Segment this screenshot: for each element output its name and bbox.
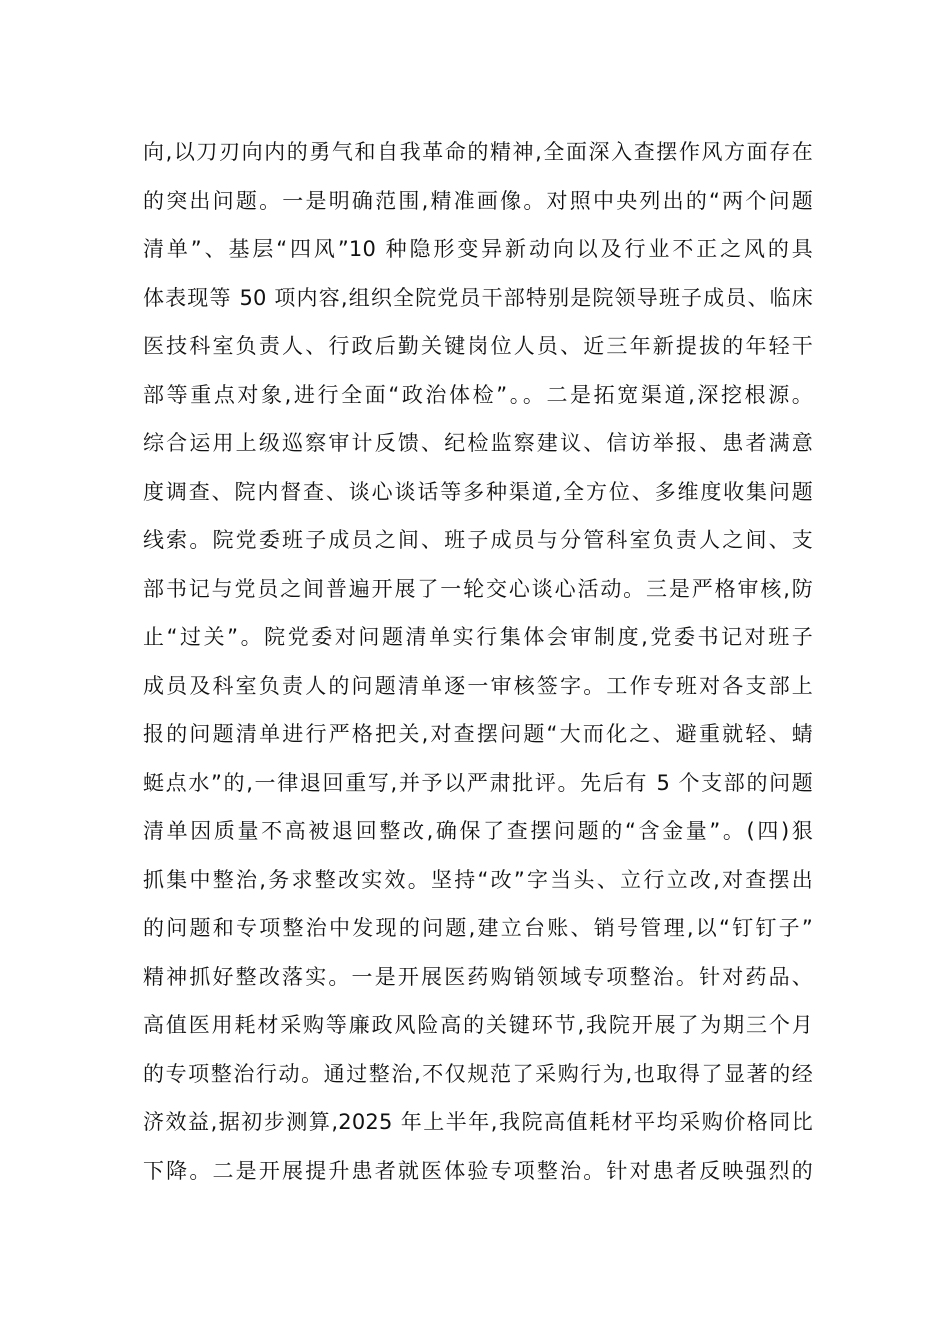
text-line: 线索。院党委班子成员之间、班子成员与分管科室负责人之间、支: [143, 528, 813, 552]
text-line: 部等重点对象,进行全面“政治体检”。。二是拓宽渠道,深挖根源。: [143, 382, 813, 407]
text-line: 向,以刀刃向内的勇气和自我革命的精神,全面深入查摆作风方面存在: [143, 140, 813, 164]
text-line: 蜓点水”的,一律退回重写,并予以严肃批评。先后有 5 个支部的问题: [143, 770, 813, 795]
text-line: 清单”、基层“四风”10 种隐形变异新动向以及行业不正之风的具: [143, 237, 813, 261]
text-line: 下降。二是开展提升患者就医体验专项整治。针对患者反映强烈的: [143, 1158, 813, 1183]
text-line: 清单因质量不高被退回整改,确保了查摆问题的“含金量”。(四)狠: [143, 819, 813, 843]
text-line: 抓集中整治,务求整改实效。坚持“改”字当头、立行立改,对查摆出: [143, 867, 813, 892]
text-line: 精神抓好整改落实。一是开展医药购销领域专项整治。针对药品、: [143, 964, 813, 989]
text-line: 成员及科室负责人的问题清单逐一审核签字。工作专班对各支部上: [143, 673, 813, 698]
text-line: 的专项整治行动。通过整治,不仅规范了采购行为,也取得了显著的经: [143, 1061, 813, 1086]
text-line: 的突出问题。一是明确范围,精准画像。对照中央列出的“两个问题: [143, 188, 813, 213]
text-line: 部书记与党员之间普遍开展了一轮交心谈心活动。三是严格审核,防: [143, 576, 813, 601]
text-line: 综合运用上级巡察审计反馈、纪检监察建议、信访举报、患者满意: [143, 431, 813, 455]
text-line: 医技科室负责人、行政后勤关键岗位人员、近三年新提拔的年轻干: [143, 334, 813, 358]
text-line: 的问题和专项整治中发现的问题,建立台账、销号管理,以“钉钉子”: [143, 916, 813, 940]
text-line: 体表现等 50 项内容,组织全院党员干部特别是院领导班子成员、临床: [143, 285, 813, 310]
body-text: [143, 128, 813, 1195]
text-line: 报的问题清单进行严格把关,对查摆问题“大而化之、避重就轻、蜻: [143, 722, 813, 746]
text-line: 高值医用耗材采购等廉政风险高的关键环节,我院开展了为期三个月: [143, 1013, 813, 1037]
text-line: 止“过关”。院党委对问题清单实行集体会审制度,党委书记对班子: [143, 625, 813, 649]
text-line: 济效益,据初步测算,2025 年上半年,我院高值耗材平均采购价格同比: [143, 1110, 813, 1134]
text-line: 度调查、院内督查、谈心谈话等多种渠道,全方位、多维度收集问题: [143, 479, 813, 504]
